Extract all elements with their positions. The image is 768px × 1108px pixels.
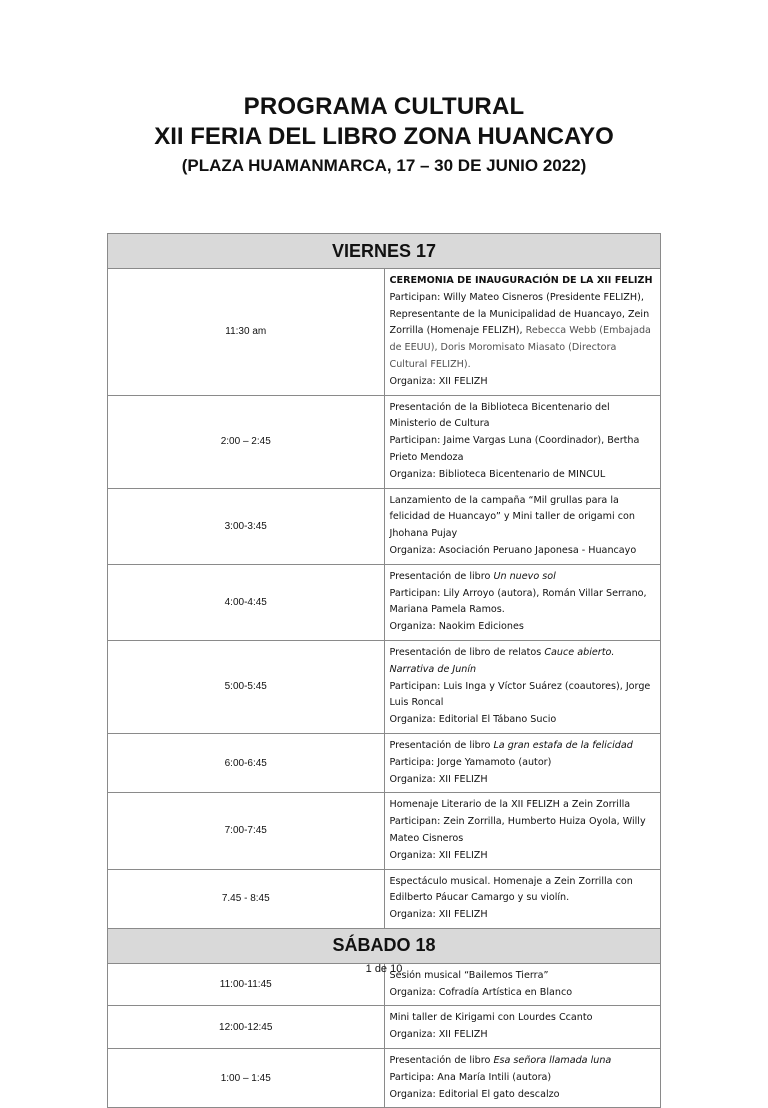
event-participants: Participan: Willy Mateo Cisneros (Presidente FELIZH), Representante de la Municipalidad de Huancayo, Zein Zorrilla (Homenaje FELIZH), Rebecca Webb (Embajada de EEUU), Doris Moromisato Miasato (Directora Cultural FELIZH). bbox=[389, 291, 651, 370]
day-header: SÁBADO 18 bbox=[108, 928, 661, 963]
event-organizer: Organiza: Naokim Ediciones bbox=[389, 621, 524, 633]
event-organizer: Organiza: Biblioteca Bicentenario de MINCUL bbox=[389, 468, 606, 480]
event-participants: Participan: Jaime Vargas Luna (Coordinador), Bertha Prieto Mendoza bbox=[389, 435, 640, 463]
event-organizer: Organiza: Asociación Peruano Japonesa - Huancayo bbox=[389, 544, 637, 556]
event-title: Homenaje Literario de la XII FELIZH a Zein Zorrilla bbox=[389, 799, 631, 811]
document-title bbox=[0, 92, 768, 178]
event-title: Presentación de la Biblioteca Bicentenario del Ministerio de Cultura bbox=[389, 401, 610, 430]
event-participants: Participan: Zein Zorrilla, Humberto Huiza Oyola, Willy Mateo Cisneros bbox=[389, 816, 646, 844]
event-time: 12:00-12:45 bbox=[108, 1006, 385, 1049]
table-row bbox=[108, 1006, 661, 1049]
event-description bbox=[384, 564, 661, 640]
event-participants: Participa: Jorge Yamamoto (autor) bbox=[389, 756, 552, 768]
event-title: Presentación de libro Esa señora llamada luna bbox=[389, 1055, 612, 1067]
event-title: Lanzamiento de la campaña “Mil grullas para la felicidad de Huancayo” y Mini taller de origami con Jhohana Pujay bbox=[389, 494, 635, 540]
event-time: 6:00-6:45 bbox=[108, 733, 385, 792]
event-time: 11:00-11:45 bbox=[108, 963, 385, 1006]
event-description bbox=[384, 793, 661, 869]
event-organizer: Organiza: XII FELIZH bbox=[389, 909, 488, 921]
day-header-row bbox=[108, 928, 661, 963]
event-title: Espectáculo musical. Homenaje a Zein Zorrilla con Edilberto Páucar Camargo y su violín. bbox=[389, 875, 633, 904]
book-title: Esa señora llamada luna bbox=[493, 1055, 612, 1067]
event-description bbox=[384, 733, 661, 792]
event-organizer: Organiza: XII FELIZH bbox=[389, 1029, 488, 1041]
table-row bbox=[108, 269, 661, 396]
event-description bbox=[384, 1006, 661, 1049]
event-participants: Participan: Luis Inga y Víctor Suárez (coautores), Jorge Luis Roncal bbox=[389, 680, 651, 709]
table-row bbox=[108, 793, 661, 869]
day-header: VIERNES 17 bbox=[108, 234, 661, 269]
book-title: Cauce abierto. Narrativa de Junín bbox=[389, 646, 615, 675]
book-title: Un nuevo sol bbox=[493, 570, 556, 582]
page-number: 1 de 10 bbox=[365, 963, 403, 975]
event-organizer: Organiza: Editorial El gato descalzo bbox=[389, 1088, 560, 1100]
event-title: Presentación de libro Un nuevo sol bbox=[389, 570, 556, 582]
title-line-1: PROGRAMA CULTURAL bbox=[243, 93, 525, 120]
event-title: Presentación de libro La gran estafa de la felicidad bbox=[389, 739, 633, 751]
event-description bbox=[384, 1049, 661, 1108]
event-title: Sesión musical “Bailemos Tierra” bbox=[389, 969, 549, 981]
event-organizer: Organiza: XII FELIZH bbox=[389, 375, 488, 387]
event-time: 3:00-3:45 bbox=[108, 488, 385, 564]
table-row bbox=[108, 733, 661, 792]
subtitle: (PLAZA HUAMANMARCA, 17 – 30 DE JUNIO 2022) bbox=[181, 156, 587, 175]
event-organizer: Organiza: Cofradía Artística en Blanco bbox=[389, 986, 573, 998]
event-description bbox=[384, 869, 661, 928]
table-row bbox=[108, 395, 661, 488]
event-time: 5:00-5:45 bbox=[108, 640, 385, 733]
table-row bbox=[108, 1049, 661, 1108]
event-time: 2:00 – 2:45 bbox=[108, 395, 385, 488]
table-row bbox=[108, 640, 661, 733]
event-time: 11:30 am bbox=[108, 269, 385, 396]
event-organizer: Organiza: XII FELIZH bbox=[389, 773, 488, 785]
event-description bbox=[384, 269, 661, 396]
event-description bbox=[384, 395, 661, 488]
table-row bbox=[108, 869, 661, 928]
event-organizer: Organiza: XII FELIZH bbox=[389, 849, 488, 861]
event-time: 4:00-4:45 bbox=[108, 564, 385, 640]
book-title: La gran estafa de la felicidad bbox=[493, 739, 633, 751]
day-header-row bbox=[108, 234, 661, 269]
table-row bbox=[108, 488, 661, 564]
event-time: 7.45 - 8:45 bbox=[108, 869, 385, 928]
event-description bbox=[384, 488, 661, 564]
program-table bbox=[107, 233, 661, 1108]
event-description bbox=[384, 640, 661, 733]
event-participants: Participa: Ana María Intili (autora) bbox=[389, 1071, 552, 1083]
table-row bbox=[108, 564, 661, 640]
event-time: 1:00 – 1:45 bbox=[108, 1049, 385, 1108]
event-organizer: Organiza: Editorial El Tábano Sucio bbox=[389, 714, 557, 726]
event-participants: Participan: Lily Arroyo (autora), Román Villar Serrano, Mariana Pamela Ramos. bbox=[389, 587, 647, 616]
event-title: Presentación de libro de relatos Cauce abierto. Narrativa de Junín bbox=[389, 646, 615, 675]
event-title: Mini taller de Kirigami con Lourdes Ccanto bbox=[389, 1012, 593, 1024]
event-time: 7:00-7:45 bbox=[108, 793, 385, 869]
title-line-2: XII FERIA DEL LIBRO ZONA HUANCAYO bbox=[154, 123, 614, 150]
event-title: CEREMONIA DE INAUGURACIÓN DE LA XII FELIZH bbox=[389, 275, 653, 286]
